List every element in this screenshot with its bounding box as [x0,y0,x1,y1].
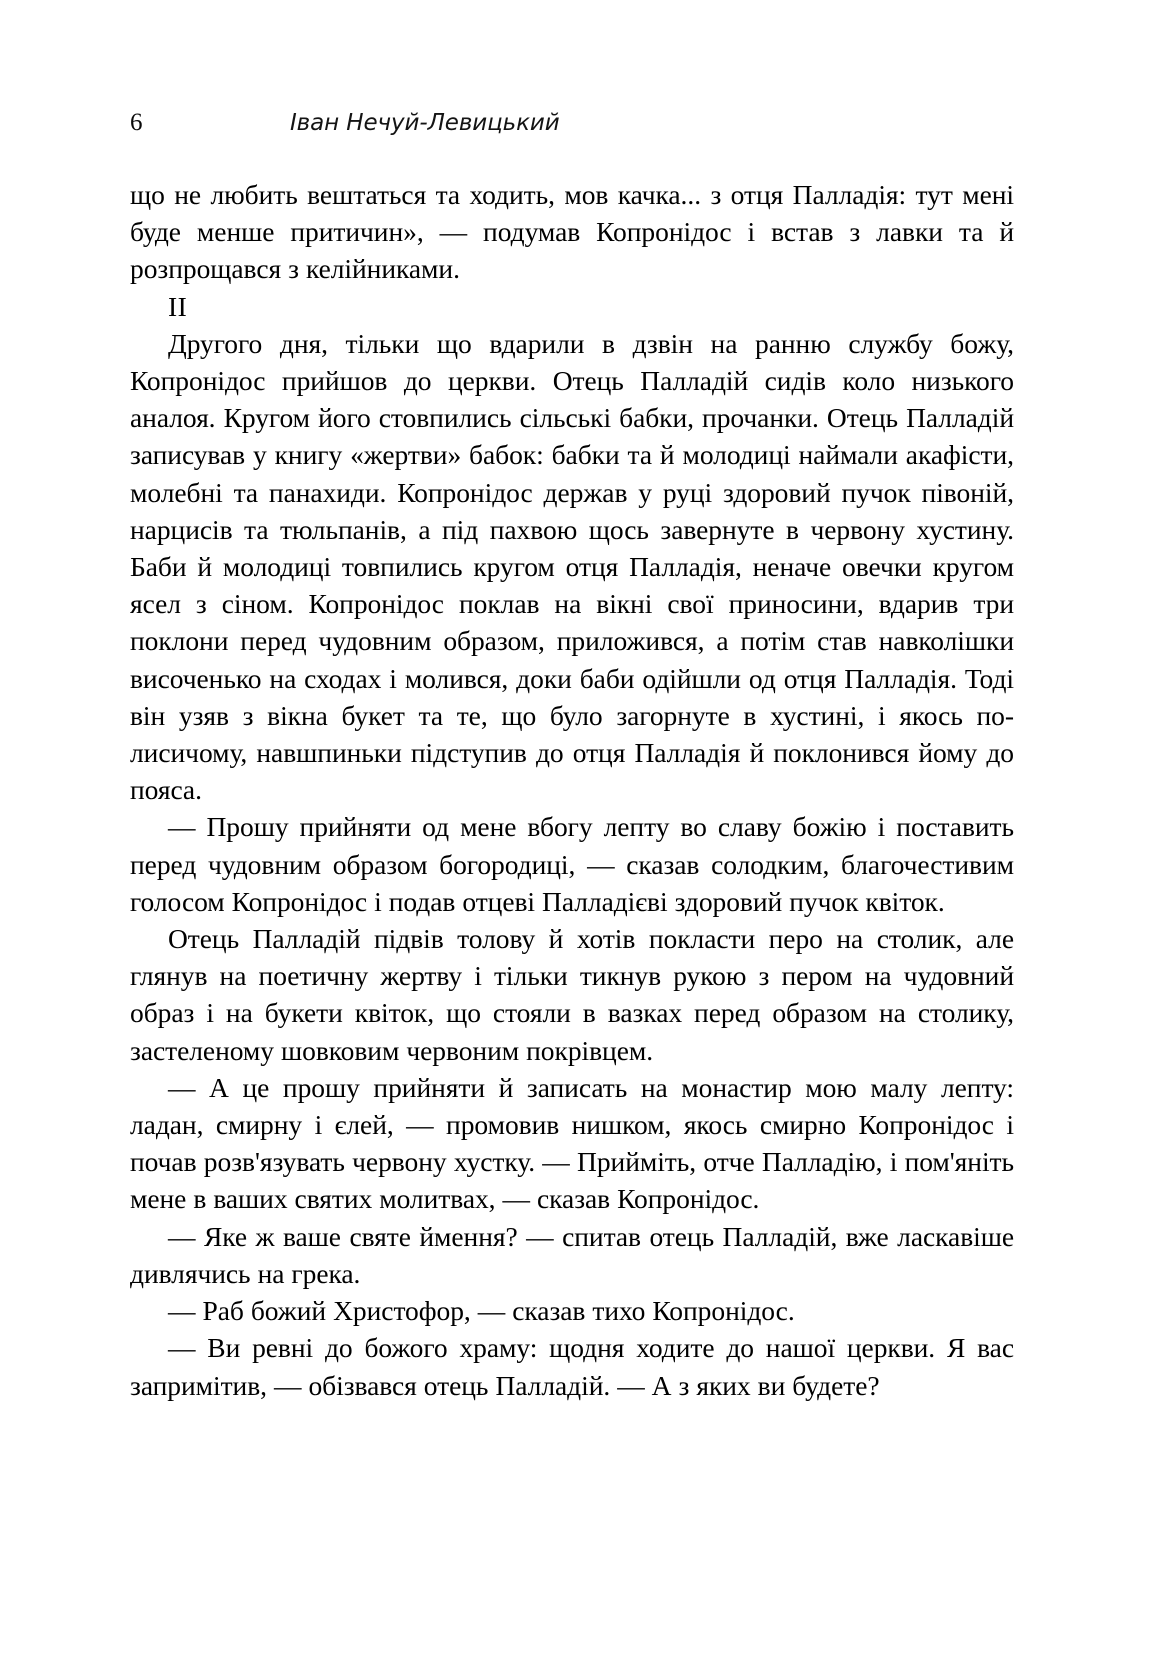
page-number: 6 [130,109,143,136]
running-head-author: Іван Нечуй-Левицький [290,110,560,136]
paragraph-continued: що не любить вештаться та ходить, мов качка... з отця Палладія: тут мені буде менше притичин», — подумав Копронідос і встав з лавки та й розпрощався з келійниками. [130,179,1014,285]
paragraph: Отець Палладій підвів толову й хотів покласти перо на столик, але глянув на поетичну жертву і тільки тикнув рукою з пером на чудовний образ і на букети квіток, що стояли в вазках перед образом на столику, застеленому шовковим червоним покрівцем. [130,923,1014,1066]
paragraph: — Раб божий Христофор, — сказав тихо Копронідос. [168,1295,795,1327]
paragraph: — Яке ж ваше святе ймення? — спитав отець Палладій, вже ласкавіше дивлячись на грека. [130,1220,1014,1289]
section-number: II [168,290,188,322]
paragraph: Другого дня, тільки що вдарили в дзвін на ранню службу божу, Копронідос прийшов до церкви. Отець Палладій сидів коло низького аналоя. Кругом його стовпились сільські бабки, прочанки. Отець Палладій записував у книгу «жертви» бабок: бабки та й молодиці наймали акафісти, молебні та панахиди. Копронідос держав у руці здоровий пучок півоній, нарцисів та тюльпанів, а під пахвою щось завернуте в червону хустину. Баби й молодиці товпились кругом отця Палладія, неначе овечки кругом ясел з сіном. Копронідос поклав на вікні свої приносини, вдарив три поклони перед чудовним образом, приложився, а потім став навколішки височенько на сходах і молився, доки баби одійшли од отця Палладія. Тоді він узяв з вікна букет та те, що було загорнуте в хустині, і якось по-лисичому, навшпиньки підступив до отця Палладія й поклонився йому до пояса. [130,327,1014,806]
text-block [130,176,1014,1404]
paragraph: — Прошу прийняти од мене вбогу лепту во славу божію і поставить перед чудовним образом богородиці, — сказав солодким, благочестивим голосом Копронідос і подав отцеві Палладієві здоровий пучок квіток. [130,811,1014,917]
running-head [130,108,1014,142]
paragraph: — А це прошу прийняти й записать на монастир мою малу лепту: ладан, смирну і єлей, — промовив нишком, якось смирно Копронідос і почав розв'язувать червону хустку. — Прийміть, отче Палладію, і пом'яніть мене в ваших святих молитвах, — сказав Копронідос. [130,1071,1014,1215]
paragraph: — Ви ревні до божого храму: щодня ходите до нашої церкви. Я вас запримітив, — обізвався отець Палладій. — А з яких ви будете? [130,1332,1014,1401]
